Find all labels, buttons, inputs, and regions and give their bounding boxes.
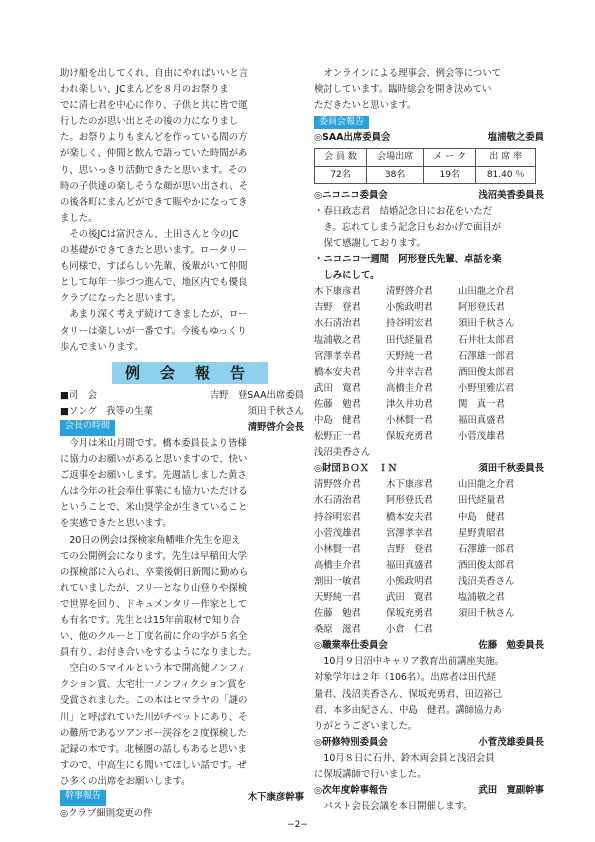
- kanji-name: 木下康彦幹事: [247, 792, 304, 804]
- text-line: を実感できたと思います。: [60, 518, 172, 530]
- iinkai-tag: 委員会報告: [314, 116, 369, 129]
- zaidan-name-list: [314, 477, 544, 638]
- member-name: 水石清治君: [314, 318, 361, 330]
- shikai-label: ■司 会: [60, 389, 97, 401]
- text-line: き。忘れてしまう記念日もおかげで面目が: [314, 221, 502, 233]
- jinendo-title: ◎次年度幹事報告: [314, 785, 388, 797]
- intro-text: [60, 66, 304, 356]
- member-name: 石澤雄一郎君: [458, 350, 515, 362]
- niko-week-text: [314, 252, 544, 284]
- member-name: 塩浦敬之君: [314, 334, 361, 346]
- text-line: しみにして。: [314, 270, 380, 282]
- song-name: 須田千秋さん: [247, 405, 304, 417]
- left-column: [60, 66, 304, 822]
- kenshu-title: ◎研修特別委員会: [314, 736, 388, 748]
- kanji-continued-text: [314, 66, 544, 114]
- jinendo-name: 武田 寛副幹事: [478, 785, 544, 797]
- text-line: り、思いっきり活動できたと思います。その: [60, 164, 247, 176]
- text-line: ということで、米山奨学金が生きていること: [60, 502, 248, 514]
- member-name: 小野里雅広君: [458, 382, 515, 394]
- kaicho-tag: 会長の時間: [60, 420, 115, 436]
- text-line: 検討しています。臨時総会を開き決めてい: [314, 84, 492, 96]
- member-name: 福田真盛君: [386, 559, 433, 571]
- member-name: 阿形登氏君: [386, 495, 433, 507]
- shikai-row: [60, 388, 304, 404]
- text-line: に協力のお願いがあると思いますので、快い: [60, 454, 248, 466]
- kenshu-header: [314, 735, 544, 751]
- text-line: すので、中高生にも聞いてほしい話です。ぜ: [60, 759, 247, 771]
- text-line: クション賞、大宅壮一ノンフィクション賞を: [60, 679, 246, 691]
- text-line: 君、本多由紀さん、中島 健君。講師協力あ: [314, 704, 503, 716]
- member-name: 塩浦敬之君: [458, 592, 505, 603]
- text-line: に保坂講師で行いました。: [314, 769, 427, 781]
- kaicho-name: 清野啓介会長: [247, 421, 304, 433]
- saa-header: [314, 130, 544, 146]
- kaicho-header: [60, 420, 304, 436]
- kenshu-text: [314, 751, 544, 783]
- member-name: 田代経量君: [386, 334, 433, 346]
- member-name: 今井幸吉君: [386, 366, 433, 378]
- kaicho-text: [60, 436, 304, 790]
- member-name: 木下康彦君: [386, 479, 433, 491]
- text-line: あまり深く考えず続けてきましたが、ロー: [60, 309, 248, 321]
- song-row: [60, 404, 304, 420]
- th-members: 会 員 数: [315, 149, 367, 166]
- text-line: 保て感謝しております。: [314, 237, 426, 249]
- member-name: 小熊政明君: [386, 302, 433, 314]
- member-name: 高橋圭介君: [314, 559, 361, 571]
- member-name: 津久井功君: [386, 398, 433, 410]
- text-line: の後各町にまんどができて賑やかになってき: [60, 196, 248, 208]
- td-rate: 81.40 ％: [476, 166, 536, 183]
- zaidan-title: ◎財団ＢＯＸ ＩＮ: [314, 463, 398, 475]
- niko-title: ◎ニコニコ委員会: [314, 189, 388, 201]
- attendance-value-row: [315, 166, 536, 183]
- member-name: 橋本安夫君: [314, 366, 361, 378]
- text-line: 員有り、お付き合いをするようになりました。: [60, 647, 257, 659]
- text-line: 受賞されました。この本はヒマラヤの「謎の: [60, 695, 248, 707]
- member-name: 天野純一君: [314, 592, 361, 603]
- text-line: た。お祭りよりもまんどを作っている間の方: [60, 132, 248, 144]
- jinendo-header: [314, 783, 544, 799]
- text-line: われ楽しい、JCまんどを８月のお祭りま: [60, 84, 229, 96]
- member-name: 田代経量君: [458, 495, 505, 507]
- member-name: 小林賢一君: [314, 543, 361, 555]
- member-name: 持谷明宏君: [386, 318, 433, 330]
- member-name: 木下康彦君: [314, 286, 361, 298]
- member-name: 吉野 登君: [386, 543, 433, 555]
- member-name: 福田真盛君: [458, 414, 505, 426]
- shokugyo-text: [314, 654, 544, 734]
- member-name: 石澤雄一郎君: [458, 543, 515, 555]
- member-name: 酒田俊太郎君: [458, 559, 515, 571]
- member-name: 割田一敏君: [314, 575, 361, 587]
- member-name: 小倉 仁君: [386, 624, 433, 636]
- text-line: ご返事をお願いします。先週話しました黄さ: [60, 470, 247, 482]
- song-label: ■ソング 我等の生業: [60, 405, 154, 417]
- member-name: 須田千秋さん: [458, 608, 515, 620]
- text-line: オンラインによる理事会、例会等について: [314, 68, 502, 79]
- text-line: りがとうございました。: [314, 720, 418, 732]
- kanji-item: ◎クラブ細則変更の件: [60, 808, 153, 820]
- text-line: の探検部に入られ、卒業後朝日新聞に勤めら: [60, 566, 249, 578]
- member-name: 星野貴昭君: [458, 527, 505, 539]
- member-name: 高橋圭介君: [386, 382, 433, 394]
- shokugyo-title: ◎職業奉仕委員会: [314, 640, 388, 652]
- right-column: [314, 66, 544, 815]
- text-line: の難所であるツアンポー渓谷を２度探検した: [60, 727, 247, 739]
- member-name: 佐藤 勉君: [314, 608, 361, 620]
- text-line: で世界を回り、ドキュメンタリー作家として: [60, 598, 248, 610]
- member-name: 保坂充勇君: [386, 431, 433, 443]
- kanji-tag: 幹事報告: [60, 790, 106, 806]
- text-line: 空白の５マイルという本で開高健ノンフィ: [60, 663, 247, 675]
- text-line: タリーは楽しいが一番です。今後もゆっくり: [60, 325, 247, 337]
- text-line: ただきたいと思います。: [314, 100, 417, 112]
- text-line: 記録の本です。北極圏の話しもあると思いま: [60, 743, 247, 755]
- member-name: 中島 健君: [314, 414, 361, 426]
- text-line: が楽しく、仲間と飲んで語っていた時間があ: [60, 148, 248, 160]
- text-line: 20日の例会は探検家角幡唯介先生を迎え: [60, 534, 241, 546]
- text-line: も同様で、すばらしい先輩、後輩がいて仲間: [60, 261, 248, 273]
- member-name: 武田 寛君: [386, 592, 433, 603]
- text-line: ・ニコニコ一週間 阿形登氏先輩、卓話を楽: [314, 254, 502, 266]
- member-name: 桑原 滋君: [314, 624, 361, 636]
- member-name: 小熊政明君: [386, 575, 433, 587]
- attendance-header-row: [315, 149, 536, 166]
- text-line: い、他のクルーと丁度名前に介の字が５名全: [60, 631, 248, 643]
- member-name: 橋本安夫君: [386, 511, 433, 523]
- text-line: 川」と呼ばれていた川がチベットにあり、そ: [60, 711, 248, 723]
- member-name: 吉野 登君: [314, 302, 361, 314]
- niko-header: [314, 188, 544, 204]
- text-line: パスト会長会議を本日開催します。: [314, 801, 473, 813]
- member-name: 山田龍之介君: [458, 286, 515, 298]
- text-line: の基礎ができてきたと思います。ロータリー: [60, 245, 247, 257]
- th-rate: 出 席 率: [476, 149, 536, 166]
- member-name: 武田 寛君: [314, 382, 361, 394]
- member-name: 中島 健君: [458, 511, 505, 523]
- text-line: ・春日政志君 結婚記念日にお花をいただ: [314, 205, 493, 217]
- niko-name: 浅沼美香委員長: [478, 189, 544, 201]
- text-line: んは今年の社会奉仕事業にも協力いただける: [60, 486, 248, 498]
- member-name: 山田龍之介君: [458, 479, 515, 491]
- text-line: クラブになったと思います。: [60, 293, 182, 305]
- member-name: 小菅茂雄君: [314, 527, 361, 539]
- kenshu-name: 小菅茂雄委員長: [478, 736, 544, 748]
- member-name: 宮澤孝幸君: [314, 350, 361, 362]
- member-name: 浅沼美香さん: [458, 575, 515, 587]
- member-name: 関 真一君: [458, 398, 505, 410]
- text-line: として毎年一歩づつ進んで、地区内でも優良: [60, 277, 248, 289]
- kanji-header: [60, 790, 304, 806]
- zaidan-name: 須田千秋委員長: [478, 463, 544, 475]
- text-line: 時の子供達の楽しそうな顔が思い出され、そ: [60, 180, 249, 192]
- member-name: 石井壮太郎君: [458, 334, 515, 346]
- member-name: 須田千秋さん: [458, 318, 515, 330]
- text-line: 対象学年は２年（106名）。出席者は田代経: [314, 672, 496, 684]
- td-attend: 38名: [367, 166, 424, 183]
- member-name: 浅沼美香さん: [314, 447, 371, 459]
- text-line: その後JCは富沢さん、土田さんと今のJC: [60, 228, 239, 240]
- text-line: 今月は米山月間です。橋本委員長より皆様: [60, 437, 247, 449]
- jinendo-text: [314, 799, 544, 815]
- member-name: 保坂充勇君: [386, 608, 433, 620]
- text-line: れていましたが、フリーとなり山登りや探検: [60, 582, 248, 594]
- zaidan-header: [314, 461, 544, 477]
- text-line: 歩んでまいります。: [60, 341, 144, 353]
- member-name: 清野啓介君: [314, 479, 361, 491]
- text-line: も有名です。先生とは15年前取材で知り合: [60, 615, 240, 626]
- niko-name-list: [314, 284, 544, 461]
- member-name: 持谷明宏君: [314, 511, 361, 523]
- saa-name: 塩浦敬之委員: [487, 132, 544, 144]
- shikai-name: 吉野 登SAA出席委員: [209, 389, 304, 401]
- member-name: 小菅茂雄君: [458, 431, 505, 443]
- td-members: 72名: [315, 166, 367, 183]
- text-line: 行したのが思い出とその後の力になりまし: [60, 116, 239, 128]
- shokugyo-name: 佐藤 勉委員長: [478, 640, 544, 652]
- member-name: 清野啓介君: [386, 286, 433, 298]
- saa-title: ◎SAA出席委員会: [314, 132, 391, 144]
- shokugyo-header: [314, 638, 544, 654]
- text-line: 量君、浅沼美香さん、保坂充勇君、田辺裕己: [314, 688, 503, 700]
- member-name: 酒田俊太郎君: [458, 366, 515, 378]
- text-line: ひ多くの出席をお願いします。: [60, 775, 191, 787]
- member-name: 宮澤孝幸君: [386, 527, 433, 539]
- text-line: ました。: [60, 212, 98, 224]
- td-make: 19名: [424, 166, 476, 183]
- th-attend: 会場出席: [367, 149, 424, 166]
- reikai-banner: 例会報告: [112, 362, 268, 384]
- text-line: 10月９日沼中キャリア教育出前講座実施。: [314, 656, 505, 668]
- text-line: ての公開例会になります。先生は早稲田大学: [60, 550, 247, 562]
- text-line: 助け船を出してくれ、自由にやればいいと言: [60, 68, 249, 79]
- member-name: 阿形登氏君: [458, 302, 505, 314]
- member-name: 小林賢一君: [386, 414, 433, 426]
- member-name: 松野正一君: [314, 431, 361, 443]
- text-line: 10月８日に石井、鈴木両会員と浅沼会員: [314, 752, 495, 764]
- attendance-table: [314, 148, 536, 183]
- member-name: 天野純一君: [386, 350, 433, 362]
- th-make: メ ー ク: [424, 149, 476, 166]
- member-name: 佐藤 勉君: [314, 398, 361, 410]
- page-number: −2−: [287, 820, 308, 830]
- member-name: 水石清治君: [314, 495, 361, 507]
- niko-text: [314, 204, 544, 252]
- text-line: でに清七君を中心に作り、子供と共に皆で運: [60, 100, 248, 112]
